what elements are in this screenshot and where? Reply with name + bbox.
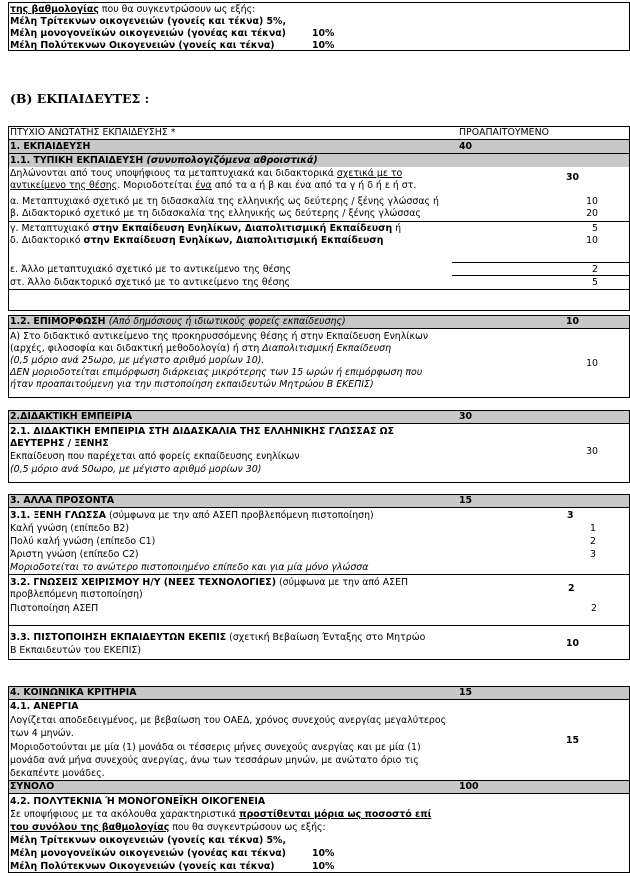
s31-points: 3 [567, 510, 574, 521]
s11-item-b: β. Διδακτορικό σχετικό με τη διδασκαλία της ελληνικής ως δεύτερης / ξένης γλώσσας [10, 208, 421, 219]
s21-line-1: 2.1. ΔΙΔΑΚΤΙΚΗ ΕΜΠΕΙΡΙΑ ΣΤΗ ΔΙΔΑΣΚΑΛΙΑ ΤΗΣ ΕΛΛΗΝΙΚΗΣ ΓΛΩΣΣΑΣ ΩΣ [10, 426, 394, 437]
divider [9, 507, 629, 508]
total-label: ΣΥΝΟΛΟ [10, 781, 55, 792]
section-3-points: 15 [459, 495, 473, 506]
s12-line-1: Α) Στο διδακτικό αντικείμενο της προκηρυσσόμενης θέσης ή στην Εκπαίδευση Ενηλίκων [10, 331, 429, 342]
s42-line-4-pct: 10% [312, 848, 335, 859]
s11-item-a-points: 10 [586, 196, 598, 207]
s11-item-g-points: 5 [592, 223, 598, 234]
section-1-title: 1. ΕΚΠΑΙΔΕΥΣΗ [10, 141, 91, 152]
s42-line-5: Μέλη Πολύτεκνων Οικογενειών (γονείς και τέκνα) [10, 861, 275, 872]
s12-inner-points: 10 [586, 358, 598, 369]
s11-points: 30 [566, 172, 580, 183]
divider [9, 625, 629, 626]
s31-level-2: Πολύ καλή γνώση (επίπεδο C1) [10, 536, 156, 547]
s42-line-2: του συνόλου της βαθμολογίας που θα συγκεντρώσουν ως εξής: [10, 822, 326, 833]
s42-line-5-pct: 10% [312, 861, 335, 872]
s12-title: 1.2. ΕΠΙΜΟΡΦΩΣΗ (Από δημόσιους ή ιδιωτικούς φορείς εκπαίδευσης) [10, 316, 346, 327]
s12-line-4: ΔΕΝ μοριοδοτείται επιμόρφωση διάρκειας μικρότερης των 15 ωρών ή επιμόρφωση που [10, 367, 423, 378]
s11-item-d: δ. Διδακτορικό στην Εκπαίδευση Ενηλίκων, Διαπολιτισμική Εκπαίδευση [10, 235, 384, 246]
divider [9, 574, 629, 575]
s11-title: 1.1. ΤΥΠΙΚΗ ΕΚΠΑΙΔΕΥΣΗ (συνυπολογιζόμενα αθροιστικά) [10, 155, 318, 166]
s31-level-3: Άριστη γνώση (επίπεδο C2) [10, 549, 139, 560]
divider [9, 699, 629, 700]
section-1-points: 40 [459, 141, 473, 152]
s21-points: 30 [586, 446, 598, 457]
s33-title: 3.3. ΠΙΣΤΟΠΟΙΗΣΗ ΕΚΠΑΙΔΕΥΤΩΝ ΕΚΕΠΙΣ (σχετική Βεβαίωση Ένταξης στο Μητρώο [10, 632, 426, 643]
s41-line-5: δεκαπέντε μονάδες. [10, 768, 105, 779]
top-line-3-pct: 10% [312, 28, 335, 39]
s41-points: 15 [566, 735, 580, 746]
s41-line-2: των 4 μηνών. [10, 728, 74, 739]
s11-item-e-points: 2 [592, 264, 598, 275]
divider [9, 221, 629, 222]
s33-points: 10 [566, 638, 580, 649]
total-row-bg [9, 781, 629, 793]
s12-points: 10 [566, 316, 580, 327]
section-heading: (Β) ΕΚΠΑΙΔΕΥΤΕΣ : [10, 91, 150, 106]
s11-item-st-points: 5 [592, 277, 598, 288]
s12-line-5: ήταν προαπαιτούμενη για την πιστοποίηση εκπαιδευτών Μητρώου Β ΕΚΕΠΙΣ) [10, 379, 374, 390]
section-4-title: 4. ΚΟΙΝΩΝΙΚΑ ΚΡΙΤΗΡΙΑ [10, 687, 137, 698]
divider [452, 262, 629, 263]
s31-level-1-points: 1 [590, 523, 596, 534]
top-line-3: Μέλη μονογονεϊκών οικογενειών (γονέας και τέκνα) [10, 28, 286, 39]
s41-title: 4.1. ΑΝΕΡΓΙΑ [10, 701, 79, 712]
section-3-title: 3. ΑΛΛΑ ΠΡΟΣΟΝΤΑ [10, 495, 115, 506]
s31-title: 3.1. ΞΕΝΗ ΓΛΩΣΣΑ (σύμφωνα με την από ΑΣΕΠ προβλεπόμενη πιστοποίηση) [10, 510, 374, 521]
s31-level-1: Καλή γνώση (επίπεδο Β2) [10, 523, 130, 534]
top-line-1: της βαθμολογίας που θα συγκεντρώσουν ως εξής: [10, 4, 256, 15]
s42-title: 4.2. ΠΟΛΥΤΕΚΝΙΑ Ή ΜΟΝΟΓΟΝΕΪΚΗ ΟΙΚΟΓΕΝΕΙΑ [10, 796, 266, 807]
s11-item-st: στ. Άλλο διδακτορικό σχετικό με το αντικείμενο της θέσης [10, 277, 291, 288]
divider [9, 289, 629, 290]
header-col-1: ΠΤΥΧΙΟ ΑΝΩΤΑΤΗΣ ΕΚΠΑΙΔΕΥΣΗΣ * [10, 127, 176, 138]
header-col-2: ΠΡΟΑΠΑΙΤΟΥΜΕΝΟ [459, 127, 549, 138]
divider [452, 275, 629, 276]
s31-level-2-points: 2 [590, 536, 596, 547]
top-line-2: Μέλη Τρίτεκνων οικογενειών (γονείς και τέκνα) 5%, [10, 16, 286, 27]
s11-item-d-points: 10 [586, 235, 598, 246]
s11-item-e: ε. Άλλο μεταπτυχιακό σχετικό με το αντικείμενο της θέσης [10, 264, 292, 275]
s32-title: 3.2. ΓΝΩΣΕΙΣ ΧΕΙΡΙΣΜΟΥ Η/Υ (ΝΕΕΣ ΤΕΧΝΟΛΟΓΙΕΣ) (σύμφωνα με την από ΑΣΕΠ [10, 577, 409, 588]
s33-line-2: Β Εκπαιδευτών του ΕΚΕΠΙΣ) [10, 645, 141, 656]
total-value: 100 [459, 781, 479, 792]
s12-line-3: (0,5 μόριο ανά 25ωρο, με μέγιστο αριθμό μορίων 10). [10, 355, 265, 366]
s21-line-2: ΔΕΥΤΕΡΗΣ / ΞΕΝΗΣ [10, 438, 109, 449]
s42-line-4: Μέλη μονογονεϊκών οικογενειών (γονέας και τέκνα) [10, 848, 286, 859]
s31-level-3-points: 3 [590, 549, 596, 560]
s32-inner-points: 2 [591, 603, 597, 614]
s41-line-4: μονάδα ανά μήνα συνεχούς ανεργίας, άνω των τεσσάρων μηνών, με ανώτατο όριο τις [10, 755, 419, 766]
top-line-4: Μέλη Πολύτεκνων Οικογενειών (γονείς και τέκνα) [10, 40, 275, 51]
s32-points: 2 [568, 583, 575, 594]
top-line-4-pct: 10% [312, 40, 335, 51]
s31-note: Μοριοδοτείται το ανώτερο πιστοποιημένο επίπεδο και για μία μόνο γλώσσα [10, 562, 369, 573]
s11-item-a: α. Μεταπτυχιακό σχετικό με τη διδασκαλία της ελληνικής ως δεύτερης / ξένης γλώσσας ή [10, 196, 439, 207]
s41-line-1: Λογίζεται αποδεδειγμένος, με βεβαίωση του ΟΑΕΔ, χρόνος συνεχούς ανεργίας μεγαλύτερος [10, 715, 447, 726]
divider [9, 328, 629, 329]
section-1-title-bg [9, 140, 629, 153]
s11-line-2: αντικείμενο της θέσης. Μοριοδοτείται ένα από τα α ή β και ένα από τα γ ή δ ή ε ή στ. [10, 180, 417, 191]
s21-line-3: Εκπαίδευση που παρέχεται από φορείς εκπαίδευσης ενηλίκων [10, 451, 300, 462]
s41-line-3: Μοριοδοτούνται με μία (1) μονάδα οι τέσσερις μήνες συνεχούς ανεργίας και με μία (1) [10, 742, 421, 753]
divider [9, 793, 629, 794]
section-4-points: 15 [459, 687, 473, 698]
s21-line-4: (0,5 μόριο ανά 50ωρο, με μέγιστο αριθμό μορίων 30) [10, 464, 262, 475]
s32-line-3: Πιστοποίηση ΑΣΕΠ [10, 603, 99, 614]
divider [9, 423, 629, 424]
s42-line-1: Σε υποψήφιους με τα ακόλουθα χαρακτηριστικά προστίθενται μόρια ως ποσοστό επί [10, 809, 432, 820]
s11-item-g: γ. Μεταπτυχιακό στην Εκπαίδευση Ενηλίκων, Διαπολιτισμική Εκπαίδευση ή [10, 223, 402, 234]
section-2-title: 2.ΔΙΔΑΚΤΙΚΗ ΕΜΠΕΙΡΙΑ [10, 411, 132, 422]
s42-line-3: Μέλη Τρίτεκνων οικογενειών (γονείς και τέκνα) 5%, [10, 835, 286, 846]
s32-line-2: προβλεπόμενη πιστοποίηση) [10, 589, 143, 600]
s11-line-1: Δηλώνονται από τους υποψήφιους τα μεταπτυχιακά και διδακτορικά σχετικά με το [10, 168, 403, 179]
section-2-points: 30 [459, 411, 473, 422]
s12-line-2: (αρχές, φιλοσοφία και διδακτική μεθοδολογία) ή στη Διαπολιτισμική Εκπαίδευση [10, 343, 392, 354]
s11-item-b-points: 20 [586, 208, 598, 219]
